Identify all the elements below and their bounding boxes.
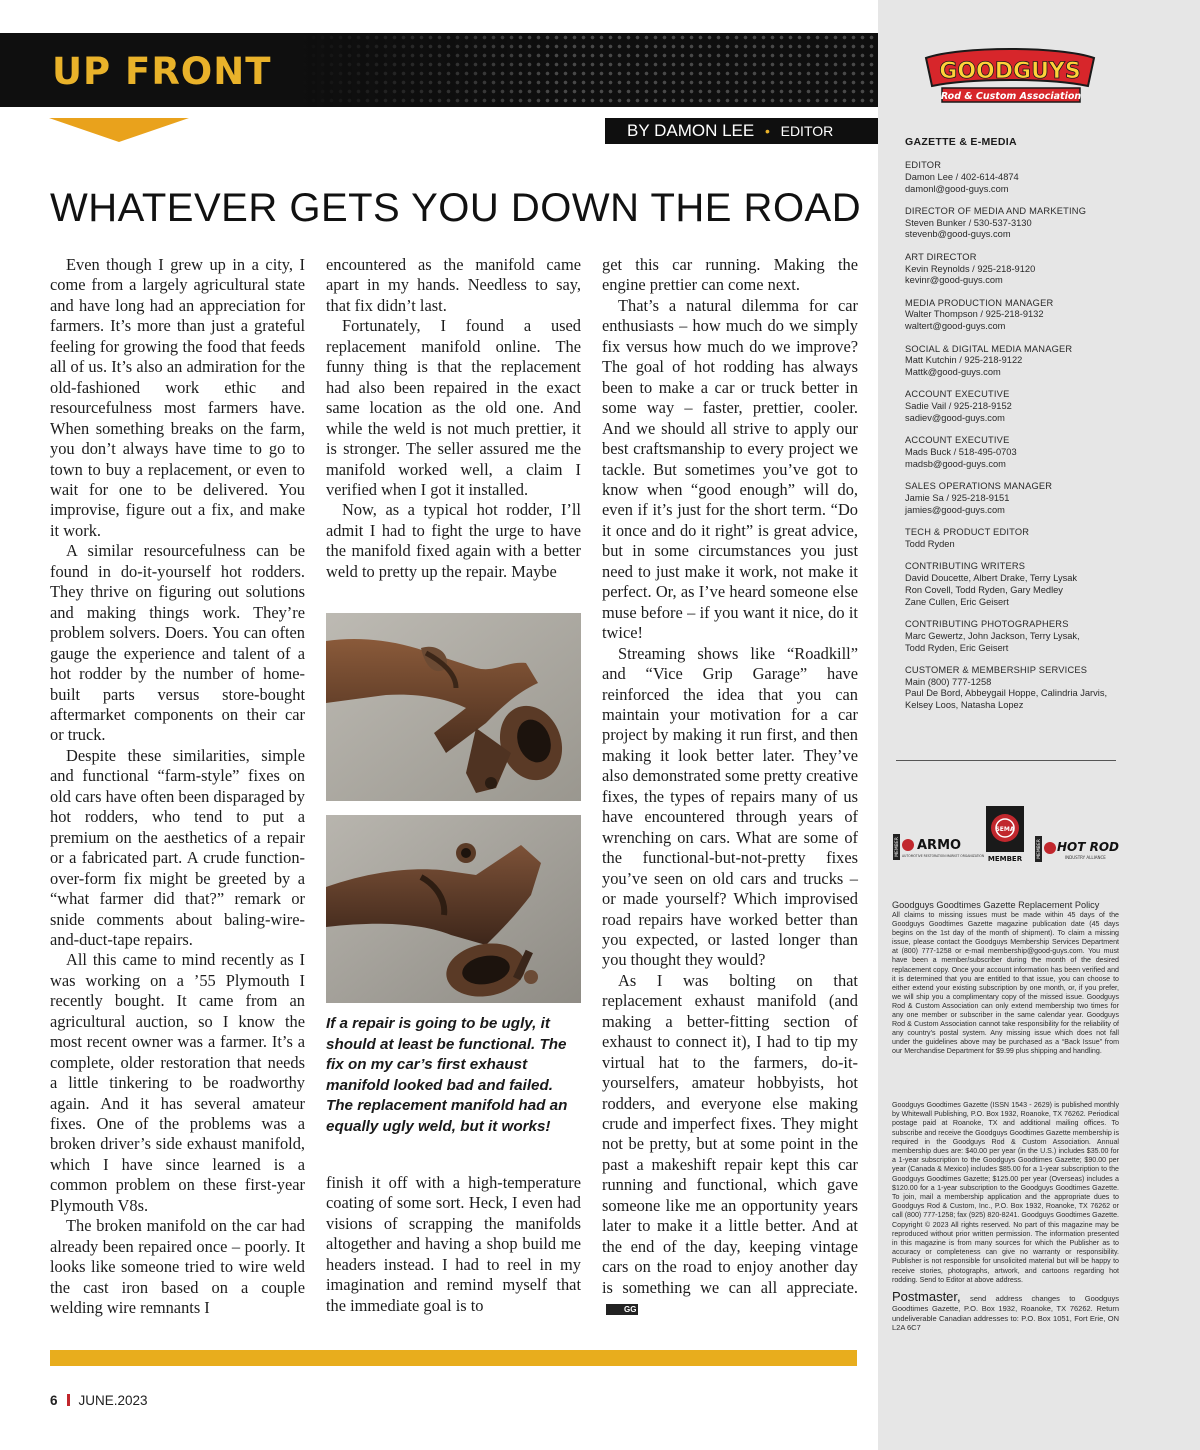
paragraph: finish it off with a high-temperature coating of some sort. Heck, I even had visions of scrapping the manifolds altogether and having a shop build me headers instead. I had to reel in my imagination and remind myself that the immediate goal is to <box>326 1173 581 1315</box>
staff-heading: GAZETTE & E-MEDIA <box>905 136 1017 148</box>
staff-role: MEDIA PRODUCTION MANAGER <box>905 297 1054 308</box>
staff-line: Kelsey Loos, Natasha Lopez <box>905 700 1024 711</box>
armo-logo <box>893 834 985 860</box>
policy-body: All claims to missing issues must be made within 45 days of the Goodguys Goodtimes Gazette magazine publication date (45 days begins on the 1st day of the month of shipment). To claim a missing issue, please contact the Goodguys Membership Services Department at (800) 777-1258 or e-mail membership@good-guys.com. You must have been a member/subscriber during the month of the desired replacement copy. Once your account information has been verified and it is determined that you are entitled to that issue, you can choose to either extend your existing subscription by one month, or, if you prefer, we will ship you a complimentary copy of the missed issue. Goodguys Rod & Custom Association can only extend membership two times for any one member or subscriber in the same calendar year. Goodguys Rod & Custom Association cannot take responsibility for the reliability of any country’s postal system. Any missing issue which does not fall under the guidelines above may be purchased as a “Back Issue” from our Merchandise Department for $9.99 plus shipping and handling. <box>892 911 1119 1056</box>
staff-entry <box>905 561 1155 608</box>
staff-line: kevinr@good-guys.com <box>905 275 1003 286</box>
paragraph-text: As I was bolting on that replacement exhaust manifold (and making a better-fitting section of exhaust to connect it), I had to tip my virtual hat to the farmers, do-it-yourselfers, amateur hobbyists, hot rodders, and everyone else making crude and imperfect fixes. They might not be pretty, but at some point in the past a makeshift repair kept this car running and functional, which gave someone like me an opportunity years later to make it a little better. And at the end of the day, keeping vintage cars on the road to enjoy another day is something we can all appreciate. <box>602 970 858 1297</box>
byline-author: BY DAMON LEE <box>627 121 755 140</box>
paragraph: A similar resourcefulness can be found in do-it-yourself hot rodders. They thrive on figuring out solutions and making things work. They’re problem solvers. Doers. You can often gauge the experience and talent of a hot rodder by the number of home-built parts versus store-bought aftermarket components on their car or truck. <box>50 541 305 745</box>
staff-role: SOCIAL & DIGITAL MEDIA MANAGER <box>905 343 1073 354</box>
paragraph: Fortunately, I found a used replacement manifold online. The funny thing is that the replacement had also been repaired in the exact same location as the old one. And while the weld is not much prettier, it is stronger. The seller assured me the manifold worked well, a claim I verified when I got it installed. <box>326 316 581 499</box>
article-column-3 <box>602 255 858 1319</box>
article-column-2-bottom <box>326 1173 581 1316</box>
section-title: UP FRONT <box>52 50 272 93</box>
staff-entry <box>905 344 1155 379</box>
paragraph: Despite these similarities, simple and functional “farm-style” fixes on old cars have often been disparaged by hot rodders, who tend to put a premium on the aesthetics of a repair or a fabricated part. A crude function-over-form fix might be greeted by a “what farmer did that?” remark or snide comments about baling-wire-and-duct-tape repairs. <box>50 745 305 949</box>
hotrod-sub: INDUSTRY ALLIANCE <box>1065 855 1106 860</box>
policy-title: Goodguys Goodtimes Gazette Replacement Policy <box>892 900 1100 910</box>
staff-entry <box>905 160 1155 195</box>
replacement-policy <box>892 900 1119 1057</box>
article-column-2-top <box>326 255 581 582</box>
paragraph: Streaming shows like “Roadkill” and “Vice Grip Garage” have reinforced the idea that you can maintain your motivation for a car project by making it run first, and then making it look better later. They’ve also demonstrated some pretty creative fixes, the types of repairs many of us have encountered through years of wrenching on cars. What are some of the functional-but-not-pretty fixes you’ve seen on old cars and trucks – or made yourself? Which improvised road repairs have worked better than you expected, or lasted longer than you thought they would? <box>602 643 858 970</box>
staff-line: madsb@good-guys.com <box>905 458 1006 469</box>
logo-name: GOODGUYS <box>939 59 1081 84</box>
sema-member-label: MEMBER <box>987 855 1023 863</box>
manifold-photo-replacement <box>326 815 581 1003</box>
staff-entry <box>905 481 1155 516</box>
staff-line: jamies@good-guys.com <box>905 504 1005 515</box>
gg-end-mark-icon: GG <box>606 1304 638 1315</box>
staff-role: TECH & PRODUCT EDITOR <box>905 527 1030 538</box>
paragraph: get this car running. Making the engine prettier can come next. <box>602 255 858 295</box>
paragraph: Even though I grew up in a city, I come from a largely agricultural state and have long had an appreciation for farmers. It’s more than just a grateful feeling for growing the food that feeds all of us. It’s also an admiration for the old-fashioned work ethic and resourcefulness most farmers have. When something breaks on the farm, you don’t always have time to go to town to buy a replacement, or even to wait for one to be delivered. You improvise, figure out a fix, and make it work. <box>50 255 305 540</box>
staff-line: Marc Gewertz, John Jackson, Terry Lysak, <box>905 630 1080 641</box>
staff-line: sadiev@good-guys.com <box>905 413 1005 424</box>
footer-separator <box>67 1394 70 1406</box>
masthead-sidebar <box>878 0 1200 1450</box>
paragraph <box>602 971 858 1319</box>
staff-entry <box>905 527 1155 551</box>
page-footer <box>50 1393 148 1408</box>
manifold-photo-broken <box>326 613 581 801</box>
staff-line: Matt Kutchin / 925-218-9122 <box>905 355 1023 366</box>
staff-line: Todd Ryden, Eric Geisert <box>905 642 1009 653</box>
hotrod-side-label: MEMBER <box>1037 839 1042 859</box>
staff-line: Ron Covell, Todd Ryden, Gary Medley <box>905 584 1063 595</box>
gold-rule <box>50 1350 857 1366</box>
staff-line: Sadie Vail / 925-218-9152 <box>905 401 1012 412</box>
publication-legal: Goodguys Goodtimes Gazette (ISSN 1543 - 2629) is published monthly by Whitewall Publishing, P.O. Box 1932, Roanoke, TX 76262. Periodical postage paid at Roanoke, TX and additional mailing offices. To subscribe and receive the Goodguys Goodtimes Gazette membership is required in the Goodguys Rod & Custom Association. Annual membership dues are: $40.00 per year (in the U.S.) includes $35.00 for a 1-year subscription to the Goodguys Goodtimes Gazette; $90.00 per year (Canada & Mexico) includes $85.00 for a 1-year subscription to the Goodguys Goodtimes Gazette; $125.00 per year (Overseas) includes a $120.00 for a 1-year subscription to the Goodguys Goodtimes Gazette. To join, mail a membership application and the appropriate dues to Goodguys Rod & Custom, Inc., P.O. Box 1932, Roanoke, TX 76262 or call (800) 777-1258; fax (925) 820-8241. Goodguys Goodtimes Gazette. Copyright © 2023 All rights reserved. No part of this magazine may be reproduced without prior written permission. The information presented in this magazine is from many sources for which the Publisher as to accuracy or completeness can give no warranty or responsibility. Publisher is not responsible for unsolicited material but will be happy to receive stories, photographs, artwork, and cartoons regarding hot rodding. Send to Editor at above address. <box>892 1101 1119 1284</box>
armo-side-label: MEMBER <box>895 837 900 857</box>
staff-role: EDITOR <box>905 160 942 170</box>
staff-line: Todd Ryden <box>905 538 955 549</box>
staff-list <box>905 160 1155 722</box>
staff-line: Damon Lee / 402-614-4874 <box>905 171 1019 182</box>
staff-role: CONTRIBUTING WRITERS <box>905 561 1026 572</box>
staff-entry <box>905 389 1155 424</box>
sidebar-divider <box>896 760 1116 761</box>
staff-line: Mattk@good-guys.com <box>905 367 1001 378</box>
postmaster-notice <box>892 1289 1119 1333</box>
staff-line: Main (800) 777-1258 <box>905 676 992 687</box>
staff-role: ACCOUNT EXECUTIVE <box>905 435 1010 446</box>
staff-line: Steven Bunker / 530-537-3130 <box>905 217 1032 228</box>
staff-line: Walter Thompson / 925-218-9132 <box>905 309 1044 320</box>
goodguys-logo <box>920 48 1100 108</box>
paragraph: The broken manifold on the car had already been repaired once – poorly. It looks like someone tried to wire weld the cast iron based on a couple welding wire remnants I <box>50 1216 305 1318</box>
staff-entry <box>905 298 1155 333</box>
staff-role: SALES OPERATIONS MANAGER <box>905 481 1053 492</box>
sema-member-badge <box>986 806 1024 863</box>
page-number: 6 <box>50 1393 58 1408</box>
byline-role: EDITOR <box>780 123 834 139</box>
staff-role: DIRECTOR OF MEDIA AND MARKETING <box>905 205 1087 216</box>
staff-line: stevenb@good-guys.com <box>905 229 1011 240</box>
staff-line: David Doucette, Albert Drake, Terry Lysak <box>905 573 1078 584</box>
paragraph: All this came to mind recently as I was working on a ’55 Plymouth I recently bought. It came from an agricultural auction, so I know the most recent owner was a farmer. It’s a complete, older restoration that needs a little tinkering to be roadworthy again. And it has several amateur fixes. One of the problems was a broken driver’s side exhaust manifold, which I have since learned is a common problem on these first-year Plymouth V8s. <box>50 950 305 1215</box>
staff-line: waltert@good-guys.com <box>905 321 1006 332</box>
byline-separator: • <box>764 123 770 139</box>
sema-name: SEMA <box>995 826 1015 833</box>
halftone-pattern <box>300 33 878 107</box>
article-column-1 <box>50 255 305 1319</box>
chevron-down-icon <box>49 118 189 142</box>
hotrod-name: HOT ROD <box>1057 840 1120 854</box>
staff-line: damonl@good-guys.com <box>905 183 1009 194</box>
staff-entry <box>905 206 1155 241</box>
staff-entry <box>905 619 1155 654</box>
postmaster-label: Postmaster, <box>892 1289 961 1304</box>
paragraph: That’s a natural dilemma for car enthusiasts – how much do we simply fix versus how much do we improve? The goal of hot rodding has always been to make a car or truck better in some way – faster, prettier, cooler. And we should all strive to apply our best craftsmanship to every project we tackle. But sometimes you’ve got to know when “good enough” will do, even if it’s just for the short term. “Do it once and do it right” is great advice, but in some circumstances you just need to just make it work, not make it perfect. Or, as I’ve heard someone else muse before – if you want it nice, do it twice! <box>602 295 858 643</box>
paragraph: Now, as a typical hot rodder, I’ll admit I had to fight the urge to have the manifold fixed again with a better weld to pretty up the repair. Maybe <box>326 500 581 581</box>
staff-entry <box>905 252 1155 287</box>
article-headline: WHATEVER GETS YOU DOWN THE ROAD <box>50 186 862 230</box>
staff-line: Mads Buck / 518-495-0703 <box>905 447 1017 458</box>
issue-date: JUNE.2023 <box>78 1393 148 1408</box>
byline <box>605 118 878 144</box>
postmaster-text: send address changes to Goodguys Goodtimes Gazette, P.O. Box 1932, Roanoke, TX 76262. Return undeliverable Canadian addresses to: P.O. Box 1051, Fort Erie, ON L2A 6C7 <box>892 1294 1119 1333</box>
staff-role: ART DIRECTOR <box>905 251 977 262</box>
armo-sub: AUTOMOTIVE RESTORATION MARKET ORGANIZATION <box>902 854 985 858</box>
photo-caption: If a repair is going to be ugly, it should at least be functional. The fix on my car’s first exhaust manifold looked bad and failed. The replacement manifold had an equally ugly weld, but it works! <box>326 1015 568 1135</box>
staff-line: Kevin Reynolds / 925-218-9120 <box>905 263 1036 274</box>
staff-entry <box>905 435 1155 470</box>
logo-tagline: Rod & Custom Association <box>940 91 1082 102</box>
paragraph: encountered as the manifold came apart in my hands. Needless to say, that fix didn’t last. <box>326 255 581 315</box>
staff-line: Paul De Bord, Abbeygail Hoppe, Calindria Jarvis, <box>905 688 1108 699</box>
staff-line: Jamie Sa / 925-218-9151 <box>905 493 1010 504</box>
staff-role: CONTRIBUTING PHOTOGRAPHERS <box>905 618 1069 629</box>
staff-line: Zane Cullen, Eric Geisert <box>905 596 1009 607</box>
armo-name: ARMO <box>917 838 962 853</box>
hot-rod-alliance-logo <box>1035 836 1120 862</box>
staff-role: ACCOUNT EXECUTIVE <box>905 389 1010 400</box>
staff-role: CUSTOMER & MEMBERSHIP SERVICES <box>905 664 1088 675</box>
staff-entry <box>905 665 1155 712</box>
